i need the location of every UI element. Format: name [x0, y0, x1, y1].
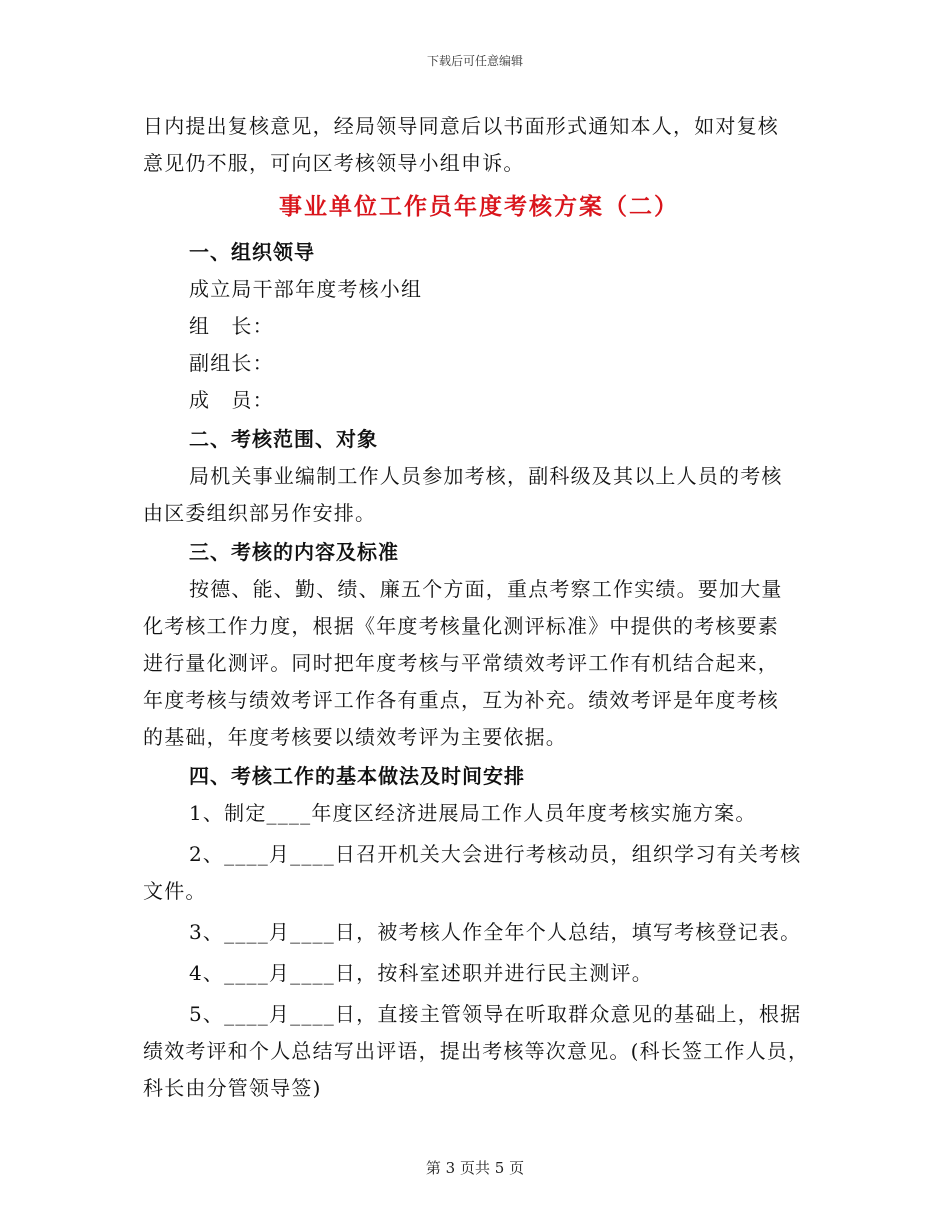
list-item-continuation: 科长由分管领导签) — [143, 1076, 322, 1100]
list-item: 2、____月____日召开机关大会进行考核动员，组织学习有关考核 — [189, 842, 802, 866]
paragraph-line: 组 长： — [189, 314, 274, 338]
intro-line: 意见仍不服，可向区考核领导小组申诉。 — [143, 151, 525, 175]
list-item: 3、____月____日，被考核人作全年个人总结，填写考核登记表。 — [189, 920, 802, 944]
paragraph-line: 副组长： — [189, 351, 274, 375]
section-heading: 四、考核工作的基本做法及时间安排 — [189, 764, 525, 788]
page-footer: 第 3 页共 5 页 — [425, 1159, 525, 1177]
document-title: 事业单位工作员年度考核方案（二） — [279, 193, 679, 220]
paragraph-line: 按德、能、勤、绩、廉五个方面，重点考察工作实绩。要加大量 — [189, 577, 783, 601]
section-heading: 一、组织领导 — [189, 240, 315, 264]
document-body — [143, 108, 815, 1107]
paragraph-line: 成 员： — [189, 388, 274, 412]
list-item: 5、____月____日，直接主管领导在听取群众意见的基础上，根据 — [189, 1002, 802, 1026]
page-header: 下载后可任意编辑 — [426, 54, 523, 68]
paragraph-line: 年度考核与绩效考评工作各有重点，互为补充。绩效考评是年度考核 — [143, 688, 779, 712]
list-item: 1、制定____年度区经济进展局工作人员年度考核实施方案。 — [189, 801, 757, 825]
list-item-continuation: 绩效考评和个人总结写出评语，提出考核等次意见。(科长签工作人员， — [143, 1039, 810, 1063]
paragraph-line: 由区委组织部另作安排。 — [143, 501, 377, 525]
section-heading: 二、考核范围、对象 — [189, 427, 378, 451]
paragraph-line: 的基础，年度考核要以绩效考评为主要依据。 — [143, 725, 567, 749]
intro-line: 日内提出复核意见，经局领导同意后以书面形式通知本人，如对复核 — [143, 114, 779, 138]
list-item: 4、____月____日，按科室述职并进行民主测评。 — [189, 961, 653, 985]
paragraph-line: 局机关事业编制工作人员参加考核，副科级及其以上人员的考核 — [189, 464, 783, 488]
paragraph-line: 进行量化测评。同时把年度考核与平常绩效考评工作有机结合起来， — [143, 651, 779, 675]
list-item-continuation: 文件。 — [143, 879, 207, 903]
section-heading: 三、考核的内容及标准 — [189, 540, 399, 564]
paragraph-line: 化考核工作力度，根据《年度考核量化测评标准》中提供的考核要素 — [143, 614, 779, 638]
paragraph-line: 成立局干部年度考核小组 — [189, 277, 423, 301]
